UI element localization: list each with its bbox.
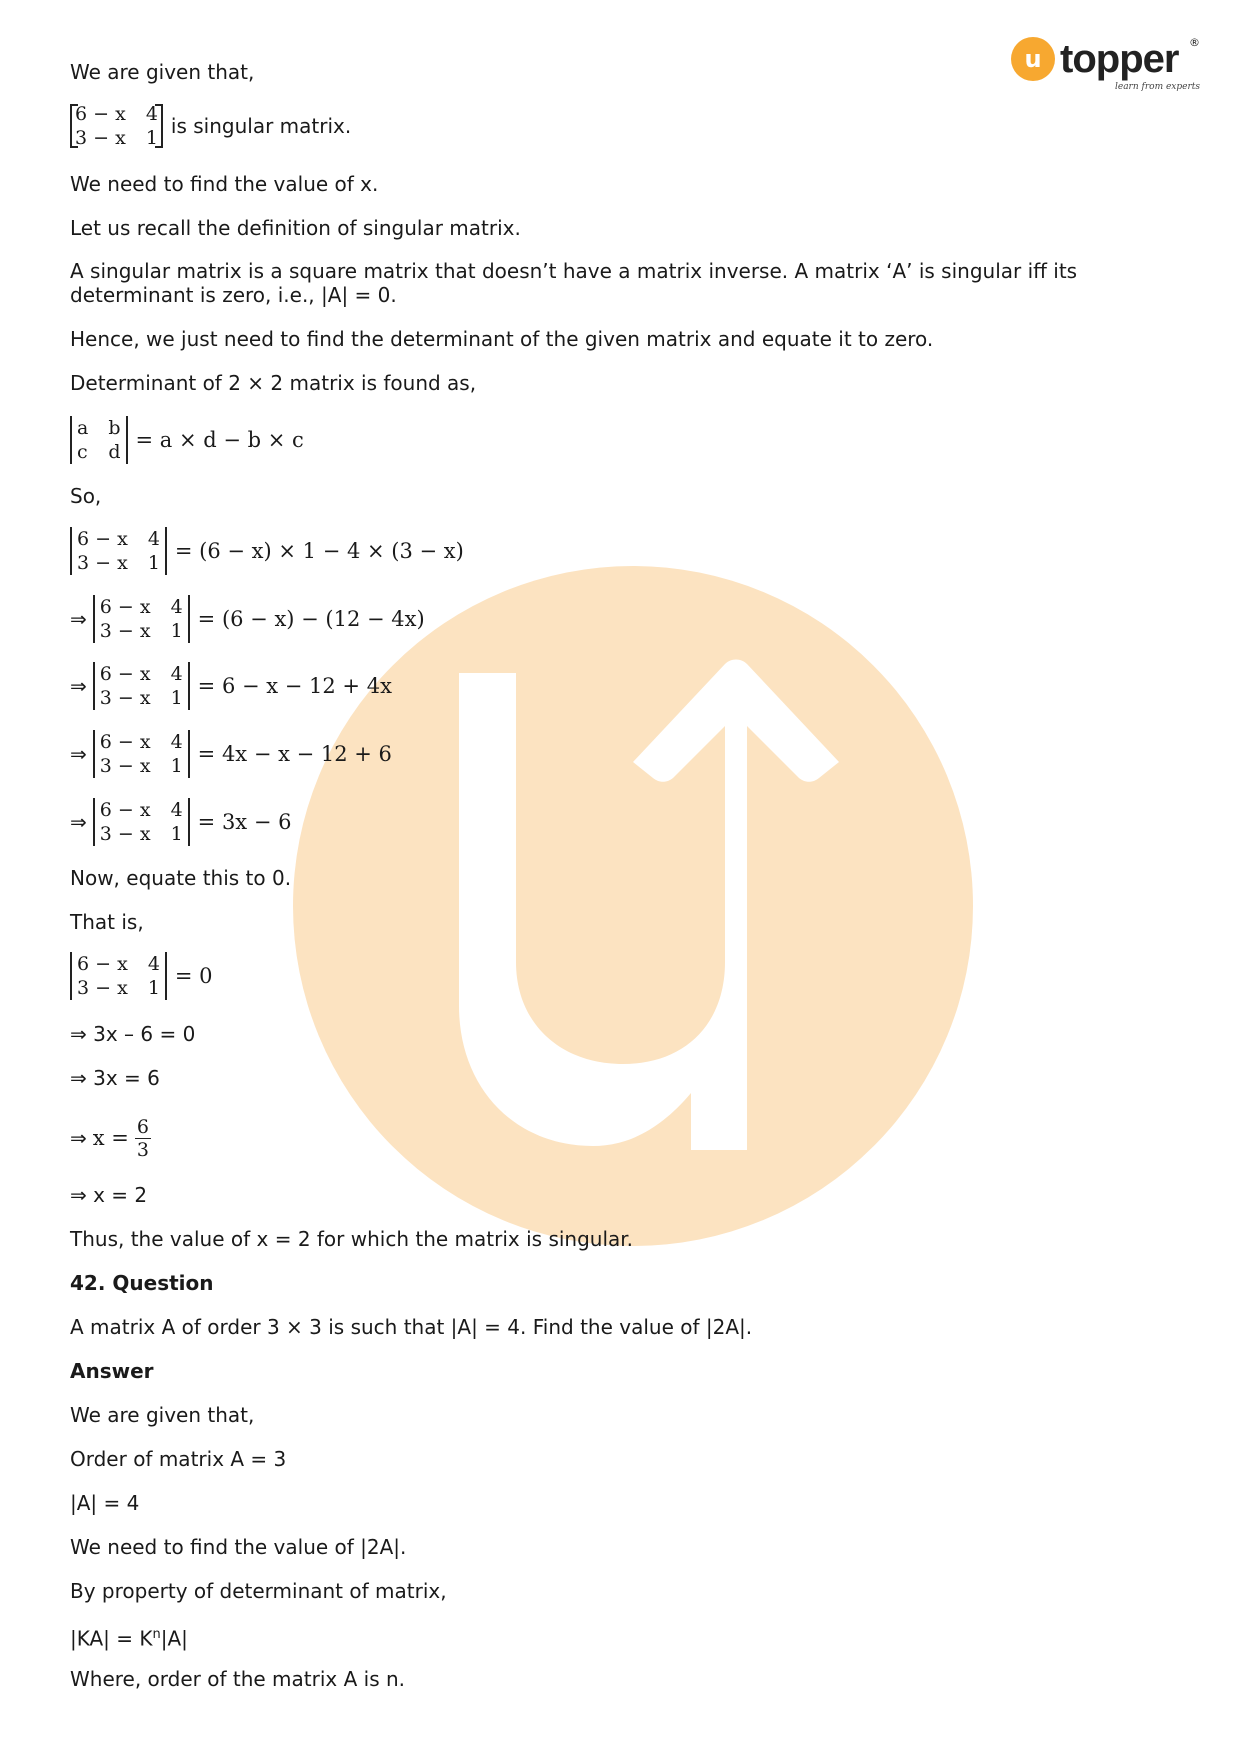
conclusion: Thus, the value of x = 2 for which the matrix is singular. bbox=[70, 1227, 634, 1251]
equate-text: Now, equate this to 0. bbox=[70, 866, 292, 890]
implies-arrow: ⇒ bbox=[70, 607, 87, 631]
answer-order: Order of matrix A = 3 bbox=[70, 1447, 287, 1471]
logo-wordmark: topper bbox=[1060, 37, 1179, 81]
step-2 bbox=[70, 594, 425, 644]
answer-need: We need to find the value of |2A|. bbox=[70, 1535, 407, 1559]
step-4-rhs: = 4x − x − 12 + 6 bbox=[197, 742, 392, 766]
question-heading: 42. Question bbox=[70, 1271, 214, 1295]
frac-lhs: x = bbox=[92, 1126, 129, 1150]
so-text: So, bbox=[70, 484, 102, 508]
step-5 bbox=[70, 797, 291, 847]
given-matrix-row bbox=[70, 101, 351, 151]
logo-registered-mark: ® bbox=[1189, 36, 1200, 49]
det-intro: Determinant of 2 × 2 matrix is found as, bbox=[70, 371, 477, 395]
logo-letter: u bbox=[1024, 45, 1042, 73]
step-3-rhs: = 6 − x − 12 + 4x bbox=[197, 674, 392, 698]
step-5-matrix: 6 − x 4 3 − x 1 bbox=[93, 798, 190, 846]
logo-tagline: learn from experts bbox=[1114, 82, 1200, 92]
solve-step-1: ⇒ 3x – 6 = 0 bbox=[70, 1022, 196, 1046]
step-3 bbox=[70, 661, 392, 711]
answer-formula: $|KA| = K^n|A|$ bbox=[70, 1626, 188, 1651]
fraction-numerator: 6 bbox=[136, 1115, 149, 1138]
solve-step-4: ⇒ x = 2 bbox=[70, 1183, 148, 1207]
implies-arrow: ⇒ bbox=[70, 742, 87, 766]
step-1-matrix: 6 − x 4 3 − x 1 bbox=[70, 527, 167, 575]
topper-watermark-logo bbox=[293, 566, 973, 1246]
zero-matrix: 6 − x 4 3 − x 1 bbox=[70, 952, 167, 1000]
answer-det: |A| = 4 bbox=[70, 1491, 140, 1515]
singular-definition: A singular matrix is a square matrix that doesn’t have a matrix inverse. A matrix ‘A’ is singular iff its determinant is zero, i.e., |A| = 0. bbox=[70, 259, 1078, 307]
step-2-rhs: = (6 − x) − (12 − 4x) bbox=[197, 607, 425, 631]
solve-step-3 bbox=[70, 1110, 151, 1166]
answer-where: Where, order of the matrix A is n. bbox=[70, 1667, 406, 1691]
that-is-text: That is, bbox=[70, 910, 144, 934]
step-4-matrix: 6 − x 4 3 − x 1 bbox=[93, 730, 190, 778]
implies-arrow: ⇒ bbox=[70, 1126, 87, 1150]
generic-matrix: a b c d bbox=[70, 416, 128, 464]
zero-rhs: = 0 bbox=[174, 964, 213, 988]
step-1 bbox=[70, 526, 464, 576]
fraction bbox=[135, 1116, 151, 1161]
topper-logo[interactable] bbox=[1010, 34, 1210, 98]
question-text: A matrix A of order 3 × 3 is such that |A| = 4. Find the value of |2A|. bbox=[70, 1315, 753, 1339]
implies-arrow: ⇒ bbox=[70, 674, 87, 698]
step-4 bbox=[70, 729, 392, 779]
answer-heading: Answer bbox=[70, 1359, 154, 1383]
recall-definition: Let us recall the definition of singular matrix. bbox=[70, 216, 521, 240]
given-tail: is singular matrix. bbox=[170, 114, 352, 138]
need-find-x: We need to find the value of x. bbox=[70, 172, 379, 196]
step-2-matrix: 6 − x 4 3 − x 1 bbox=[93, 595, 190, 643]
generic-determinant bbox=[70, 415, 304, 465]
implies-arrow: ⇒ bbox=[70, 810, 87, 834]
given-intro: We are given that, bbox=[70, 60, 255, 84]
step-1-rhs: = (6 − x) × 1 − 4 × (3 − x) bbox=[174, 539, 464, 563]
equation-zero bbox=[70, 951, 213, 1001]
fraction-denominator: 3 bbox=[136, 1138, 149, 1161]
step-5-rhs: = 3x − 6 bbox=[197, 810, 292, 834]
solve-step-2: ⇒ 3x = 6 bbox=[70, 1066, 160, 1090]
generic-formula: = a × d − b × c bbox=[135, 428, 304, 452]
answer-property: By property of determinant of matrix, bbox=[70, 1579, 447, 1603]
hence-text: Hence, we just need to find the determinant of the given matrix and equate it to zero. bbox=[70, 327, 934, 351]
topper-logo-mark bbox=[1010, 34, 1210, 94]
answer-given: We are given that, bbox=[70, 1403, 255, 1427]
step-3-matrix: 6 − x 4 3 − x 1 bbox=[93, 662, 190, 710]
given-matrix: 6 − x 4 3 − x 1 bbox=[70, 102, 163, 150]
